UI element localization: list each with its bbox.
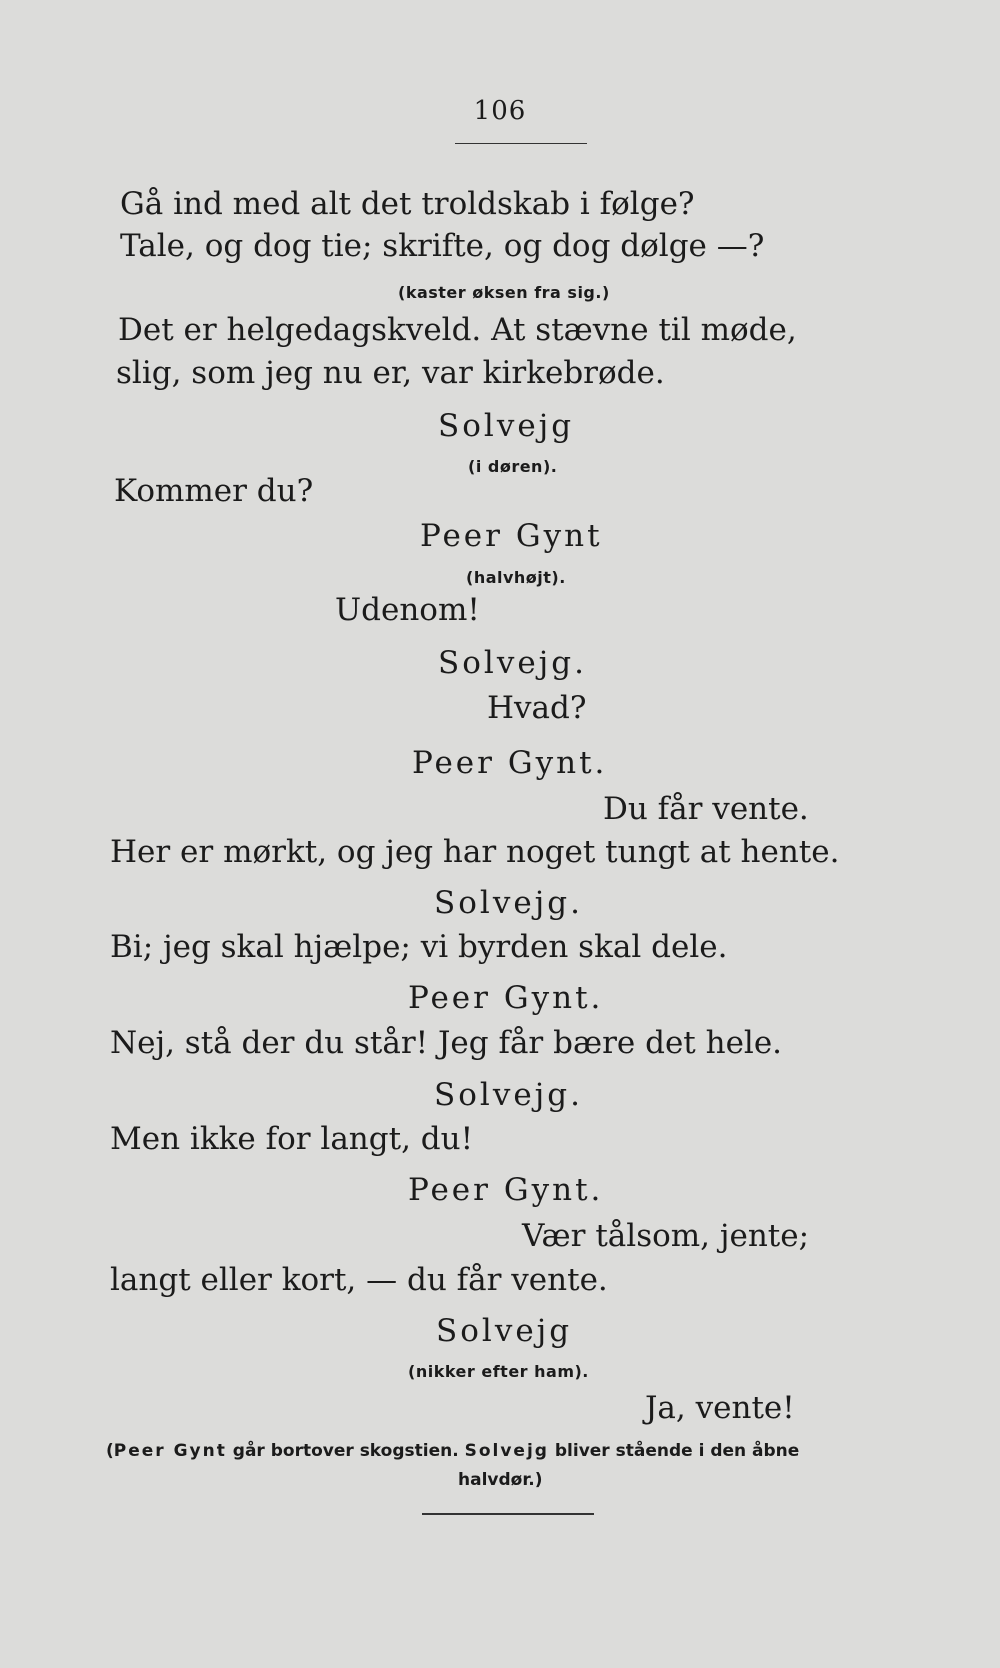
verse-line: Det er helgedagskveld. At stævne til møde, (118, 312, 797, 348)
paren-open: ( (106, 1441, 114, 1461)
speaker-name: Peer Gynt. (412, 745, 608, 781)
verse-line: Bi; jeg skal hjælpe; vi byrden skal dele. (110, 929, 728, 965)
verse-line: Hvad? (487, 690, 587, 726)
verse-line: Vær tålsom, jente; (522, 1218, 810, 1254)
bottom-rule (422, 1513, 594, 1515)
verse-line: slig, som jeg nu er, var kirkebrøde. (116, 355, 665, 391)
verse-line: Nej, stå der du står! Jeg får bære det hele. (110, 1025, 783, 1061)
verse-line: Men ikke for langt, du! (110, 1121, 474, 1157)
speaker-name: Solvejg (436, 1313, 573, 1349)
verse-line: langt eller kort, — du får vente. (110, 1262, 608, 1298)
character-name: Peer Gynt (113, 1441, 227, 1461)
character-name: Solvejg (464, 1441, 549, 1461)
speaker-name: Solvejg. (434, 885, 583, 921)
verse-line: Gå ind med alt det troldskab i følge? (120, 186, 695, 222)
speaker-name: Peer Gynt. (408, 1172, 604, 1208)
verse-line: Udenom! (335, 592, 480, 628)
top-rule (455, 143, 587, 144)
verse-line: Du får vente. (603, 791, 809, 827)
final-stage-direction (106, 1441, 799, 1461)
page-number: 106 (473, 96, 527, 126)
final-stage-direction-cont: halvdør.) (458, 1470, 543, 1490)
speaker-name: Solvejg (438, 408, 575, 444)
verse-line: Ja, vente! (645, 1390, 795, 1426)
direction-text: bliver stående i den åbne (548, 1441, 800, 1461)
direction-text: går bortover skogstien. (226, 1441, 465, 1461)
stage-direction: (halvhøjt). (466, 568, 566, 587)
speaker-name: Peer Gynt. (408, 980, 604, 1016)
stage-direction: (nikker efter ham). (408, 1362, 589, 1381)
speaker-name: Peer Gynt (420, 518, 603, 554)
verse-line: Tale, og dog tie; skrifte, og dog dølge —? (120, 228, 765, 264)
verse-line: Her er mørkt, og jeg har noget tungt at hente. (110, 834, 840, 870)
verse-line: Kommer du? (114, 473, 314, 509)
speaker-name: Solvejg. (438, 645, 587, 681)
stage-direction: (i døren). (468, 457, 558, 476)
stage-direction: (kaster øksen fra sig.) (398, 283, 610, 302)
speaker-name: Solvejg. (434, 1077, 583, 1113)
